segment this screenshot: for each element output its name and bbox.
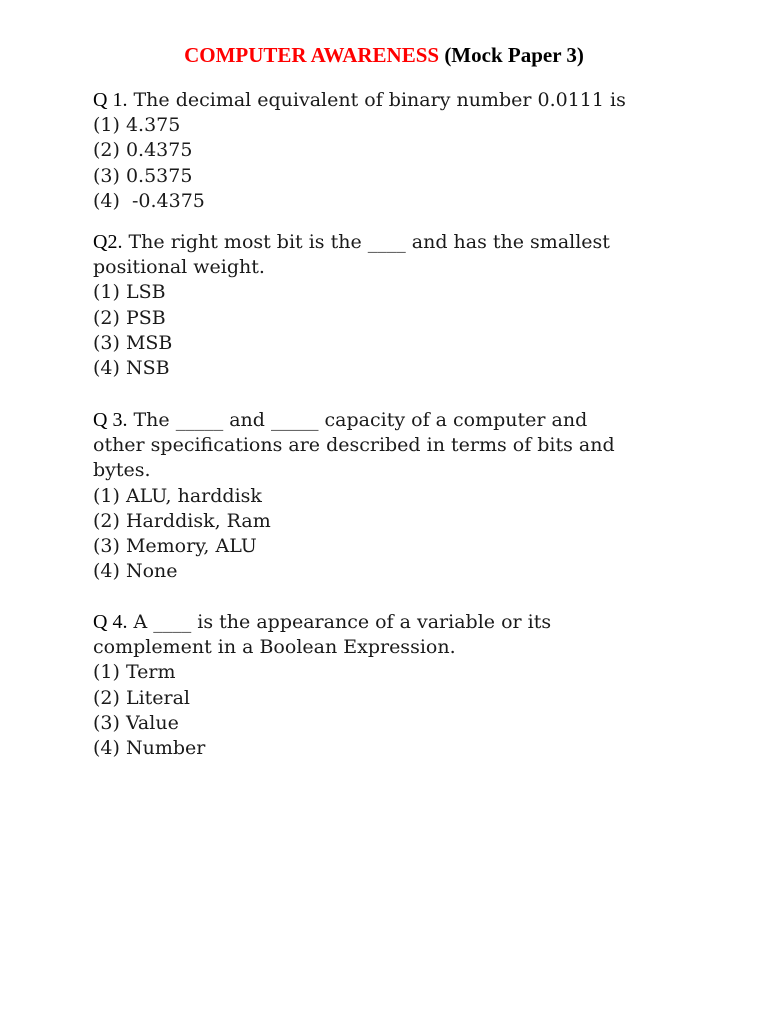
question-3-option-2: (2) Harddisk, Ram xyxy=(93,509,271,532)
question-4 xyxy=(93,610,693,761)
question-4-text-line-1: A ____ is the appearance of a variable or its xyxy=(133,611,552,633)
question-2-option-1: (1) LSB xyxy=(93,281,166,304)
question-1-number: Q 1. xyxy=(93,89,128,111)
question-1 xyxy=(93,88,693,214)
question-3-number: Q 3. xyxy=(93,409,128,431)
question-1-text-line-1: The decimal equivalent of binary number 0.0111 is xyxy=(133,89,626,111)
question-4-text-line-2: complement in a Boolean Expression. xyxy=(93,636,456,659)
title-subject: COMPUTER AWARENESS xyxy=(184,43,440,67)
question-2-stem xyxy=(93,230,693,255)
question-3-text-line-3: bytes. xyxy=(93,459,151,482)
question-3-stem xyxy=(93,408,693,433)
question-3-option-3: (3) Memory, ALU xyxy=(93,535,257,558)
question-4-option-2: (2) Literal xyxy=(93,686,191,709)
question-3-text-line-2: other specifications are described in terms of bits and xyxy=(93,434,615,457)
question-2-text-line-1: The right most bit is the ____ and has the smallest xyxy=(128,231,610,253)
question-2-number: Q2. xyxy=(93,231,123,253)
question-4-stem xyxy=(93,610,693,635)
question-4-option-3: (3) Value xyxy=(93,711,179,734)
question-4-option-4: (4) Number xyxy=(93,737,206,760)
question-2 xyxy=(93,230,693,381)
title-paper: (Mock Paper 3) xyxy=(439,43,584,67)
question-3-option-4: (4) None xyxy=(93,560,178,583)
question-2-option-2: (2) PSB xyxy=(93,306,166,329)
question-2-text-line-2: positional weight. xyxy=(93,256,265,279)
page-title xyxy=(0,42,768,68)
question-3-text-line-1: The _____ and _____ capacity of a computer and xyxy=(133,409,588,431)
question-1-option-4: (4) -0.4375 xyxy=(93,189,205,212)
question-2-option-3: (3) MSB xyxy=(93,331,173,354)
question-2-option-4: (4) NSB xyxy=(93,357,170,380)
question-1-option-2: (2) 0.4375 xyxy=(93,139,193,162)
question-3-option-1: (1) ALU, harddisk xyxy=(93,484,262,507)
question-1-option-1: (1) 4.375 xyxy=(93,114,181,137)
question-4-number: Q 4. xyxy=(93,611,128,633)
question-1-stem xyxy=(93,88,693,113)
question-4-option-1: (1) Term xyxy=(93,661,176,684)
question-1-option-3: (3) 0.5375 xyxy=(93,164,193,187)
question-3 xyxy=(93,408,693,584)
